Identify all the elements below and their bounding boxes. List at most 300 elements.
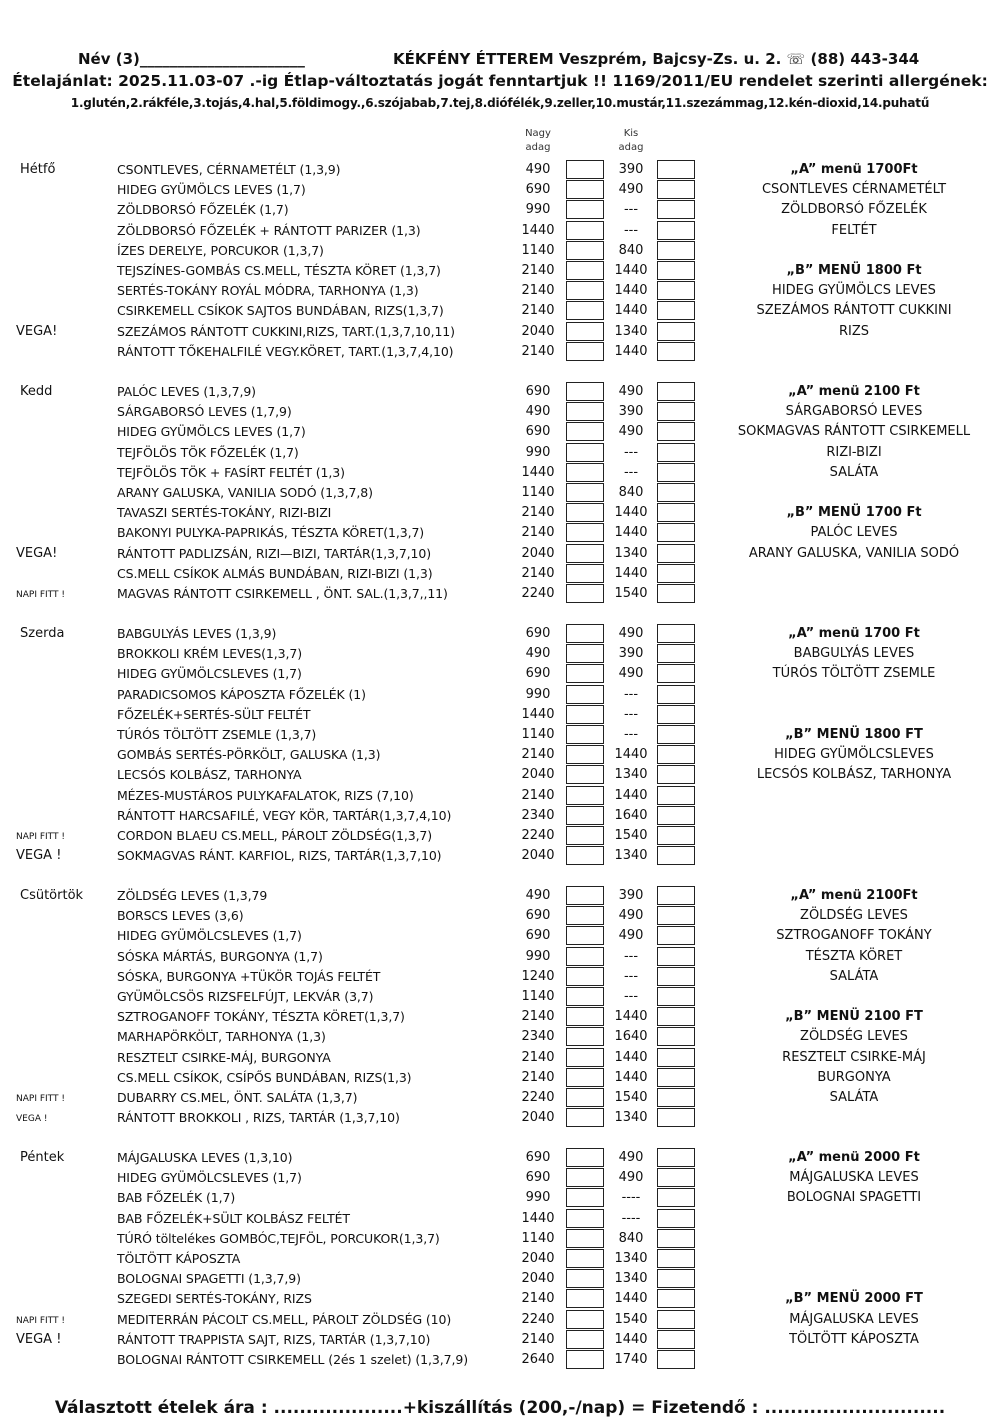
quantity-box-large[interactable] (566, 200, 604, 219)
quantity-box-large[interactable] (566, 1350, 604, 1369)
quantity-box-small[interactable] (657, 1068, 695, 1087)
dish-name: ARANY GALUSKA, VANILIA SODÓ (1,3,7,8) (117, 485, 373, 500)
price-small: 390 (618, 646, 644, 662)
menu-row (0, 200, 1000, 220)
quantity-box-large[interactable] (566, 1209, 604, 1228)
price-large: 690 (525, 626, 551, 641)
dish-name: TEJFÖLÖS TÖK FŐZELÉK (1,7) (117, 444, 299, 460)
dish-name: RÁNTOTT PADLIZSÁN, RIZI—BIZI, TARTÁR(1,3,7,10) (117, 545, 432, 561)
menu-row (0, 503, 1000, 523)
price-large: 990 (525, 202, 551, 218)
price-small: --- (623, 948, 639, 964)
quantity-box-small[interactable] (657, 624, 695, 643)
menu-row (0, 1027, 1000, 1047)
quantity-box-large[interactable] (566, 1269, 604, 1288)
quantity-box-large[interactable] (566, 180, 604, 199)
quantity-box-large[interactable] (566, 483, 604, 502)
quantity-box-small[interactable] (657, 241, 695, 260)
price-large: 2140 (521, 343, 555, 359)
dish-name: BORSCS LEVES (3,6) (117, 908, 244, 924)
price-large: 2240 (521, 1090, 555, 1105)
daily-menu-text: „A” menü 2100Ft (790, 888, 918, 903)
quantity-box-large[interactable] (566, 301, 604, 320)
quantity-box-large[interactable] (566, 503, 604, 522)
quantity-box-small[interactable] (657, 886, 695, 905)
daily-menu-text: BURGONYA (817, 1069, 891, 1085)
dish-name: CS.MELL CSÍKOK ALMÁS BUNDÁBAN, RIZI-BIZI (1,3) (117, 565, 433, 581)
quantity-box-small[interactable] (657, 382, 695, 401)
diet-tag: VEGA ! (16, 848, 62, 864)
price-large: 1140 (521, 727, 555, 742)
quantity-box-small[interactable] (657, 523, 695, 542)
menu-row (0, 1148, 1000, 1168)
price-small: --- (623, 464, 639, 480)
column-large-label: Nagy (525, 128, 551, 139)
quantity-box-large[interactable] (566, 644, 604, 663)
quantity-box-small[interactable] (657, 1148, 695, 1167)
price-small: 490 (618, 384, 644, 399)
quantity-box-large[interactable] (566, 705, 604, 724)
menu-row (0, 745, 1000, 765)
price-small: 1440 (614, 1291, 648, 1307)
quantity-box-small[interactable] (657, 1209, 695, 1228)
price-small: 1740 (614, 1352, 648, 1367)
menu-row (0, 382, 1000, 402)
menu-row (0, 523, 1000, 543)
daily-menu-text: BABGULYÁS LEVES (793, 646, 915, 662)
menu-row (0, 947, 1000, 967)
quantity-box-large[interactable] (566, 1027, 604, 1046)
dish-name: DUBARRY CS.MEL, ÖNT. SALÁTA (1,3,7) (117, 1090, 358, 1105)
quantity-box-small[interactable] (657, 967, 695, 986)
day-label: Hétfő (20, 162, 56, 177)
quantity-box-small[interactable] (657, 1007, 695, 1026)
price-small: --- (623, 202, 639, 218)
menu-row (0, 1088, 1000, 1108)
price-large: 2240 (521, 1311, 555, 1327)
price-small: --- (623, 727, 639, 742)
price-large: 1140 (521, 485, 555, 500)
price-small: 1440 (614, 343, 648, 359)
dish-name: BAB FŐZELÉK (1,7) (117, 1190, 236, 1206)
price-large: 2140 (521, 1331, 555, 1347)
price-large: 2640 (521, 1352, 555, 1367)
quantity-box-small[interactable] (657, 806, 695, 825)
price-small: 390 (618, 162, 644, 177)
price-large: 690 (525, 666, 551, 682)
quantity-box-small[interactable] (657, 503, 695, 522)
quantity-box-small[interactable] (657, 745, 695, 764)
price-large: 1440 (521, 1210, 555, 1226)
quantity-box-large[interactable] (566, 584, 604, 603)
price-small: 1440 (614, 283, 648, 299)
daily-menu-text: „A” menü 1700Ft (790, 162, 918, 177)
diet-tag: NAPI FITT ! (16, 832, 65, 842)
dish-name: LECSÓS KOLBÁSZ, TARHONYA (117, 767, 302, 783)
quantity-box-large[interactable] (566, 322, 604, 341)
day-label: Csütörtök (20, 888, 84, 903)
price-large: 690 (525, 384, 551, 399)
price-large: 990 (525, 444, 551, 460)
price-large: 2040 (521, 848, 555, 864)
price-small: --- (623, 968, 639, 984)
quantity-box-small[interactable] (657, 322, 695, 341)
daily-menu-text: MÁJGALUSKA LEVES (789, 1311, 919, 1327)
menu-row (0, 261, 1000, 281)
quantity-box-large[interactable] (566, 624, 604, 643)
quantity-box-large[interactable] (566, 906, 604, 925)
dish-name: ÍZES DERELYE, PORCUKOR (1,3,7) (117, 242, 324, 258)
menu-row (0, 967, 1000, 987)
daily-menu-text: RIZI-BIZI (826, 444, 882, 460)
price-large: 1440 (521, 706, 555, 722)
daily-menu-text: TÉSZTA KÖRET (805, 948, 903, 964)
menu-row (0, 1048, 1000, 1068)
menu-row (0, 241, 1000, 261)
quantity-box-large[interactable] (566, 765, 604, 784)
menu-row (0, 806, 1000, 826)
quantity-box-small[interactable] (657, 1108, 695, 1127)
menu-row (0, 987, 1000, 1007)
price-large: 690 (525, 928, 551, 944)
quantity-box-large[interactable] (566, 1330, 604, 1349)
quantity-box-large[interactable] (566, 1188, 604, 1207)
dish-name: TEJFÖLÖS TÖK + FASÍRT FELTÉT (1,3) (117, 464, 345, 480)
quantity-box-small[interactable] (657, 200, 695, 219)
daily-menu-text: HIDEG GYÜMÖLCS LEVES (772, 283, 936, 299)
menu-row (0, 1068, 1000, 1088)
quantity-box-small[interactable] (657, 1249, 695, 1268)
quantity-box-small[interactable] (657, 705, 695, 724)
quantity-box-small[interactable] (657, 422, 695, 441)
quantity-box-small[interactable] (657, 483, 695, 502)
quantity-box-large[interactable] (566, 1048, 604, 1067)
dish-name: BOLOGNAI SPAGETTI (1,3,7,9) (117, 1271, 301, 1287)
quantity-box-small[interactable] (657, 261, 695, 280)
menu-row (0, 926, 1000, 946)
daily-menu-text: TÚRÓS TÖLTÖTT ZSEMLE (772, 666, 936, 682)
quantity-box-small[interactable] (657, 342, 695, 361)
allergen-list: 1.glutén,2.rákféle,3.tojás,4.hal,5.földimogy.,6.szójabab,7.tej,8.diófélék,9.zeller,10.mustár,11.szezámmag,12.kén-dioxid,14.puhatű (70, 96, 930, 110)
price-large: 2040 (521, 767, 555, 783)
quantity-box-small[interactable] (657, 906, 695, 925)
order-total-line: Választott ételek ára : ....................+kiszállítás (200,-/nap) = Fizetendő : ............................ (54, 1398, 946, 1418)
quantity-box-small[interactable] (657, 846, 695, 865)
menu-row (0, 1108, 1000, 1128)
daily-menu-text: PALÓC LEVES (810, 525, 898, 541)
quantity-box-large[interactable] (566, 1289, 604, 1308)
dish-name: RÁNTOTT BROKKOLI , RIZS, TARTÁR (1,3,7,10) (117, 1110, 400, 1126)
quantity-box-small[interactable] (657, 584, 695, 603)
dish-name: HIDEG GYÜMÖLCSLEVES (1,7) (117, 1170, 302, 1186)
dish-name: HIDEG GYÜMÖLCS LEVES (1,7) (117, 424, 306, 440)
quantity-box-small[interactable] (657, 1310, 695, 1329)
price-small: 1440 (614, 1331, 648, 1347)
menu-row (0, 544, 1000, 564)
dish-name: MARHAPÖRKÖLT, TARHONYA (1,3) (117, 1029, 326, 1045)
quantity-box-large[interactable] (566, 826, 604, 845)
quantity-box-large[interactable] (566, 221, 604, 240)
quantity-box-small[interactable] (657, 644, 695, 663)
menu-row (0, 1168, 1000, 1188)
menu-row (0, 906, 1000, 926)
daily-menu-text: ZÖLDBORSÓ FŐZELÉK (781, 202, 927, 218)
quantity-box-small[interactable] (657, 926, 695, 945)
quantity-box-small[interactable] (657, 786, 695, 805)
quantity-box-large[interactable] (566, 664, 604, 683)
quantity-box-small[interactable] (657, 765, 695, 784)
dish-name: TÚRÓ töltelékes GOMBÓC,TEJFÖL, PORCUKOR(1,3,7) (117, 1230, 440, 1246)
daily-menu-text: „B” MENÜ 1800 Ft (786, 263, 922, 278)
price-large: 690 (525, 1150, 551, 1165)
price-small: --- (623, 686, 639, 702)
menu-row (0, 463, 1000, 483)
daily-menu-text: RESZTELT CSIRKE-MÁJ (782, 1049, 926, 1065)
menu-row (0, 342, 1000, 362)
menu-row (0, 584, 1000, 604)
daily-menu-text: SZEZÁMOS RÁNTOTT CUKKINI (756, 303, 952, 319)
price-small: 1440 (614, 263, 648, 278)
quantity-box-large[interactable] (566, 1108, 604, 1127)
price-large: 2140 (521, 283, 555, 299)
quantity-box-small[interactable] (657, 1350, 695, 1369)
quantity-box-small[interactable] (657, 1330, 695, 1349)
quantity-box-large[interactable] (566, 846, 604, 865)
daily-menu-text: FELTÉT (831, 222, 877, 238)
menu-row (0, 564, 1000, 584)
quantity-box-small[interactable] (657, 1048, 695, 1067)
quantity-box-large[interactable] (566, 544, 604, 563)
quantity-box-large[interactable] (566, 160, 604, 179)
quantity-box-large[interactable] (566, 342, 604, 361)
quantity-box-large[interactable] (566, 987, 604, 1006)
quantity-box-large[interactable] (566, 1148, 604, 1167)
quantity-box-large[interactable] (566, 967, 604, 986)
price-large: 2140 (521, 1049, 555, 1065)
price-large: 2040 (521, 1271, 555, 1287)
daily-menu-text: „B” MENÜ 1800 FT (785, 727, 923, 742)
quantity-box-large[interactable] (566, 1310, 604, 1329)
price-large: 690 (525, 1170, 551, 1186)
dish-name: SÓSKA MÁRTÁS, BURGONYA (1,7) (117, 948, 323, 964)
quantity-box-large[interactable] (566, 261, 604, 280)
quantity-box-large[interactable] (566, 685, 604, 704)
price-large: 2140 (521, 525, 555, 541)
quantity-box-small[interactable] (657, 1168, 695, 1187)
quantity-box-large[interactable] (566, 402, 604, 421)
price-small: 490 (618, 908, 644, 924)
price-small: 1440 (614, 505, 648, 521)
quantity-box-small[interactable] (657, 301, 695, 320)
quantity-box-small[interactable] (657, 1188, 695, 1207)
dish-name: BROKKOLI KRÉM LEVES(1,3,7) (117, 646, 303, 662)
dish-name: ZÖLDBORSÓ FŐZELÉK + RÁNTOTT PARIZER (1,3) (117, 222, 421, 238)
column-small-label: Kis (623, 128, 639, 139)
price-small: 1540 (614, 1311, 648, 1327)
quantity-box-large[interactable] (566, 786, 604, 805)
menu-row (0, 685, 1000, 705)
dish-name: SERTÉS-TOKÁNY ROYÁL MÓDRA, TARHONYA (1,3) (117, 283, 419, 299)
price-small: 840 (618, 485, 644, 500)
diet-tag: NAPI FITT ! (16, 590, 65, 600)
quantity-box-small[interactable] (657, 281, 695, 300)
menu-row (0, 1229, 1000, 1249)
menu-row (0, 705, 1000, 725)
quantity-box-large[interactable] (566, 241, 604, 260)
dish-name: PARADICSOMOS KÁPOSZTA FŐZELÉK (1) (117, 686, 366, 702)
quantity-box-large[interactable] (566, 422, 604, 441)
quantity-box-large[interactable] (566, 1088, 604, 1107)
price-large: 990 (525, 948, 551, 964)
price-large: 990 (525, 686, 551, 702)
daily-menu-text: „A” menü 2100 Ft (788, 384, 920, 399)
price-small: 1440 (614, 1069, 648, 1085)
price-small: 490 (618, 1170, 644, 1186)
daily-menu-text: SÁRGABORSÓ LEVES (785, 404, 923, 420)
quantity-box-large[interactable] (566, 725, 604, 744)
quantity-box-small[interactable] (657, 463, 695, 482)
quantity-box-large[interactable] (566, 926, 604, 945)
menu-row (0, 765, 1000, 785)
price-small: 840 (618, 242, 644, 258)
menu-row (0, 644, 1000, 664)
menu-row (0, 624, 1000, 644)
dish-name: ZÖLDBORSÓ FŐZELÉK (1,7) (117, 202, 289, 218)
price-large: 490 (525, 404, 551, 420)
price-small: 1340 (614, 545, 648, 561)
price-large: 2040 (521, 1251, 555, 1266)
price-large: 2140 (521, 303, 555, 319)
quantity-box-small[interactable] (657, 544, 695, 563)
quantity-box-small[interactable] (657, 1088, 695, 1107)
quantity-box-large[interactable] (566, 1007, 604, 1026)
price-large: 490 (525, 646, 551, 662)
daily-menu-text: ZÖLDSÉG LEVES (800, 1029, 908, 1045)
quantity-box-large[interactable] (566, 1229, 604, 1248)
price-small: 1340 (614, 323, 648, 339)
quantity-box-small[interactable] (657, 664, 695, 683)
menu-row (0, 664, 1000, 684)
quantity-box-small[interactable] (657, 443, 695, 462)
quantity-box-large[interactable] (566, 564, 604, 583)
quantity-box-small[interactable] (657, 826, 695, 845)
column-small-sublabel: adag (618, 142, 644, 153)
day-label: Péntek (20, 1150, 65, 1165)
quantity-box-large[interactable] (566, 382, 604, 401)
quantity-box-large[interactable] (566, 947, 604, 966)
price-small: 1340 (614, 1110, 648, 1126)
price-small: 1640 (614, 1029, 648, 1045)
name-field[interactable]: Név (3)______________________ (78, 50, 305, 68)
quantity-box-large[interactable] (566, 886, 604, 905)
price-large: 2140 (521, 787, 555, 803)
price-large: 490 (525, 888, 551, 903)
price-small: ---- (621, 1190, 641, 1206)
dish-name: TEJSZÍNES-GOMBÁS CS.MELL, TÉSZTA KÖRET (1,3,7) (117, 263, 441, 278)
price-large: 2240 (521, 828, 555, 843)
daily-menu-text: „B” MENÜ 1700 Ft (786, 505, 922, 521)
price-small: 1440 (614, 303, 648, 319)
dish-name: HIDEG GYÜMÖLCS LEVES (1,7) (117, 182, 306, 198)
diet-tag: VEGA ! (16, 1114, 48, 1125)
price-small: 390 (618, 404, 644, 420)
quantity-box-small[interactable] (657, 1027, 695, 1046)
quantity-box-small[interactable] (657, 947, 695, 966)
quantity-box-small[interactable] (657, 1289, 695, 1308)
dish-name: SÁRGABORSÓ LEVES (1,7,9) (117, 404, 292, 420)
quantity-box-small[interactable] (657, 1269, 695, 1288)
quantity-box-small[interactable] (657, 685, 695, 704)
daily-menu-text: CSONTLEVES CÉRNAMETÉLT (761, 182, 947, 198)
menu-row (0, 1188, 1000, 1208)
dish-name: HIDEG GYÜMÖLCSLEVES (1,7) (117, 666, 302, 682)
quantity-box-small[interactable] (657, 160, 695, 179)
quantity-box-large[interactable] (566, 281, 604, 300)
quantity-box-large[interactable] (566, 1168, 604, 1187)
quantity-box-large[interactable] (566, 523, 604, 542)
quantity-box-small[interactable] (657, 180, 695, 199)
price-large: 2140 (521, 1009, 555, 1025)
price-small: 490 (618, 1150, 644, 1165)
quantity-box-small[interactable] (657, 987, 695, 1006)
day-label: Kedd (20, 384, 53, 399)
price-small: 1440 (614, 787, 648, 803)
price-large: 690 (525, 424, 551, 440)
price-small: --- (623, 444, 639, 460)
quantity-box-small[interactable] (657, 1229, 695, 1248)
quantity-box-large[interactable] (566, 806, 604, 825)
daily-menu-text: SALÁTA (829, 1090, 879, 1105)
dish-name: MAGVAS RÁNTOTT CSIRKEMELL , ÖNT. SAL.(1,3,7,,11) (117, 586, 448, 601)
price-large: 2040 (521, 545, 555, 561)
price-large: 2140 (521, 505, 555, 521)
price-large: 2040 (521, 323, 555, 339)
quantity-box-small[interactable] (657, 725, 695, 744)
menu-row (0, 1350, 1000, 1370)
dish-name: CS.MELL CSÍKOK, CSÍPŐS BUNDÁBAN, RIZS(1,3) (117, 1069, 412, 1085)
quantity-box-large[interactable] (566, 463, 604, 482)
restaurant-info: KÉKFÉNY ÉTTEREM Veszprém, Bajcsy-Zs. u. 2. ☏ (88) 443-344 (393, 50, 920, 68)
dish-name: CSONTLEVES, CÉRNAMETÉLT (1,3,9) (117, 162, 341, 177)
daily-menu-text: ARANY GALUSKA, VANILIA SODÓ (748, 545, 960, 561)
dish-name: RESZTELT CSIRKE-MÁJ, BURGONYA (117, 1049, 331, 1065)
price-small: 490 (618, 424, 644, 440)
quantity-box-large[interactable] (566, 1068, 604, 1087)
quantity-box-large[interactable] (566, 745, 604, 764)
diet-tag: VEGA! (16, 545, 58, 561)
dish-name: CSIRKEMELL CSÍKOK SAJTOS BUNDÁBAN, RIZS(1,3,7) (117, 303, 444, 319)
dish-name: FŐZELÉK+SERTÉS-SÜLT FELTÉT (117, 706, 311, 722)
column-header-small (611, 127, 651, 155)
daily-menu-text: SOKMAGVAS RÁNTOTT CSIRKEMELL (737, 424, 971, 440)
price-large: 1440 (521, 222, 555, 238)
quantity-box-small[interactable] (657, 221, 695, 240)
dish-name: SZTROGANOFF TOKÁNY, TÉSZTA KÖRET(1,3,7) (117, 1009, 405, 1025)
daily-menu-text: „A” menü 1700 Ft (788, 626, 920, 641)
menu-row (0, 402, 1000, 422)
daily-menu-text: SZTROGANOFF TOKÁNY (776, 928, 932, 944)
dish-name: HIDEG GYÜMÖLCSLEVES (1,7) (117, 928, 302, 944)
price-small: 1340 (614, 848, 648, 864)
menu-row (0, 443, 1000, 463)
column-large-sublabel: adag (525, 142, 551, 153)
quantity-box-small[interactable] (657, 402, 695, 421)
price-small: 490 (618, 928, 644, 944)
quantity-box-small[interactable] (657, 564, 695, 583)
quantity-box-large[interactable] (566, 443, 604, 462)
price-small: 840 (618, 1230, 644, 1246)
quantity-box-large[interactable] (566, 1249, 604, 1268)
